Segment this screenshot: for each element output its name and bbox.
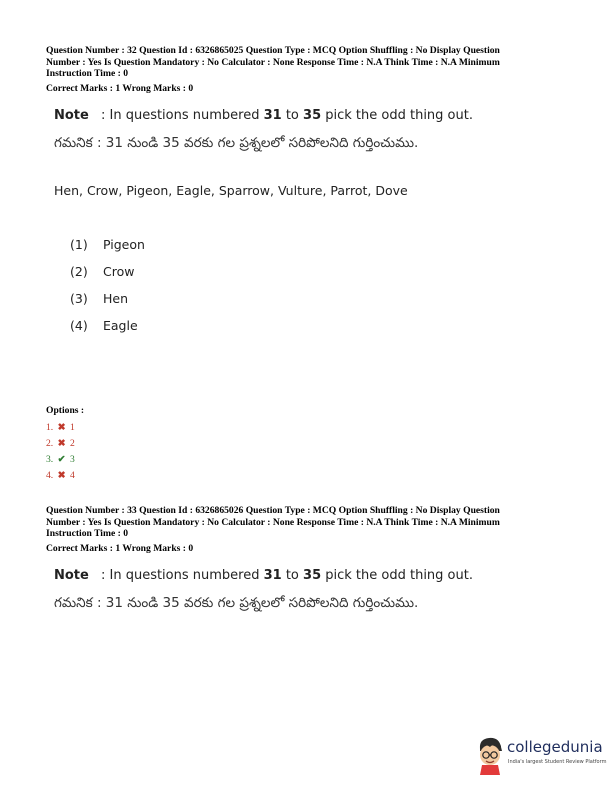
q33-note-pre: : In questions numbered (100, 568, 264, 583)
q33-meta-line2: Number : Yes Is Question Mandatory : No Calculator : None Response Time : N.A Think Time : N.A Minimum (46, 516, 500, 528)
q32-choice-3-text: Hen (103, 291, 129, 306)
q32-meta (46, 45, 566, 94)
q32-marks: Correct Marks : 1 Wrong Marks : 0 (46, 82, 194, 94)
q32-option-2-num: 2. (46, 438, 54, 449)
q32-choice-1-num: (1) (70, 237, 88, 252)
q32-option-1 (46, 422, 75, 433)
logo-wordmark: collegedunia (507, 738, 603, 756)
q33-marks: Correct Marks : 1 Wrong Marks : 0 (46, 542, 194, 554)
logo-tagline: India's largest Student Review Platform (508, 759, 607, 765)
q32-option-3-value: 3 (70, 454, 75, 465)
q32-choice-1-text: Pigeon (103, 237, 145, 252)
q32-choice-2-num: (2) (70, 264, 88, 279)
q32-option-2-value: 2 (70, 438, 75, 449)
q32-note-label: Note (54, 108, 89, 123)
q33-note-n2: 35 (303, 568, 322, 583)
q32-choice-4-num: (4) (70, 318, 88, 333)
q33-meta-line3: Instruction Time : 0 (46, 528, 128, 540)
q33-note-mid: to (281, 568, 304, 583)
q32-note-post: pick the odd thing out. (321, 108, 473, 123)
q32-choice-2-text: Crow (103, 264, 135, 279)
q33-telugu-note: గమనిక : 31 నుండి 35 వరకు గల ప్రశ్నలలో సరిపోలనిది గుర్తించుము. (54, 595, 419, 611)
q32-option-4-value: 4 (70, 470, 75, 481)
q32-option-3 (46, 454, 75, 465)
q32-option-1-value: 1 (70, 422, 75, 433)
q32-note (54, 108, 473, 123)
q32-choice-4-text: Eagle (103, 318, 138, 333)
q33-note (54, 568, 473, 583)
q33-note-post: pick the odd thing out. (321, 568, 473, 583)
q32-options-title: Options : (46, 405, 85, 416)
q32-option-1-num: 1. (46, 422, 54, 433)
q32-choice-3-num: (3) (70, 291, 88, 306)
q33-note-label: Note (54, 568, 89, 583)
q32-telugu-note: గమనిక : 31 నుండి 35 వరకు గల ప్రశ్నలలో సరిపోలనిది గుర్తించుము. (54, 135, 419, 151)
check-icon: ✔ (57, 454, 66, 465)
q32-note-pre: : In questions numbered (100, 108, 264, 123)
q32-note-n1: 31 (263, 108, 282, 123)
q32-choice-2 (70, 264, 134, 279)
q32-meta-line3: Instruction Time : 0 (46, 68, 128, 80)
q32-note-mid: to (281, 108, 304, 123)
q32-choice-4 (70, 318, 138, 333)
q33-meta (46, 505, 566, 554)
q32-question-text: Hen, Crow, Pigeon, Eagle, Sparrow, Vulture, Parrot, Dove (54, 183, 408, 198)
q32-choice-3 (70, 291, 128, 306)
q33-meta-line1: Question Number : 33 Question Id : 6326865026 Question Type : MCQ Option Shuffling : No Display Question (46, 505, 500, 516)
mascot-icon (475, 735, 505, 775)
collegedunia-logo (475, 735, 605, 775)
q33-note-n1: 31 (263, 568, 282, 583)
q32-note-n2: 35 (303, 108, 322, 123)
q32-option-3-num: 3. (46, 454, 54, 465)
q32-option-4 (46, 470, 75, 481)
q32-choice-1 (70, 237, 145, 252)
cross-icon: ✖ (57, 422, 66, 433)
cross-icon: ✖ (57, 470, 66, 481)
q32-meta-line1: Question Number : 32 Question Id : 6326865025 Question Type : MCQ Option Shuffling : No Display Question (46, 45, 500, 56)
q32-option-4-num: 4. (46, 470, 54, 481)
q32-meta-line2: Number : Yes Is Question Mandatory : No Calculator : None Response Time : N.A Think Time : N.A Minimum (46, 56, 500, 68)
cross-icon: ✖ (57, 438, 66, 449)
q32-option-2 (46, 438, 75, 449)
